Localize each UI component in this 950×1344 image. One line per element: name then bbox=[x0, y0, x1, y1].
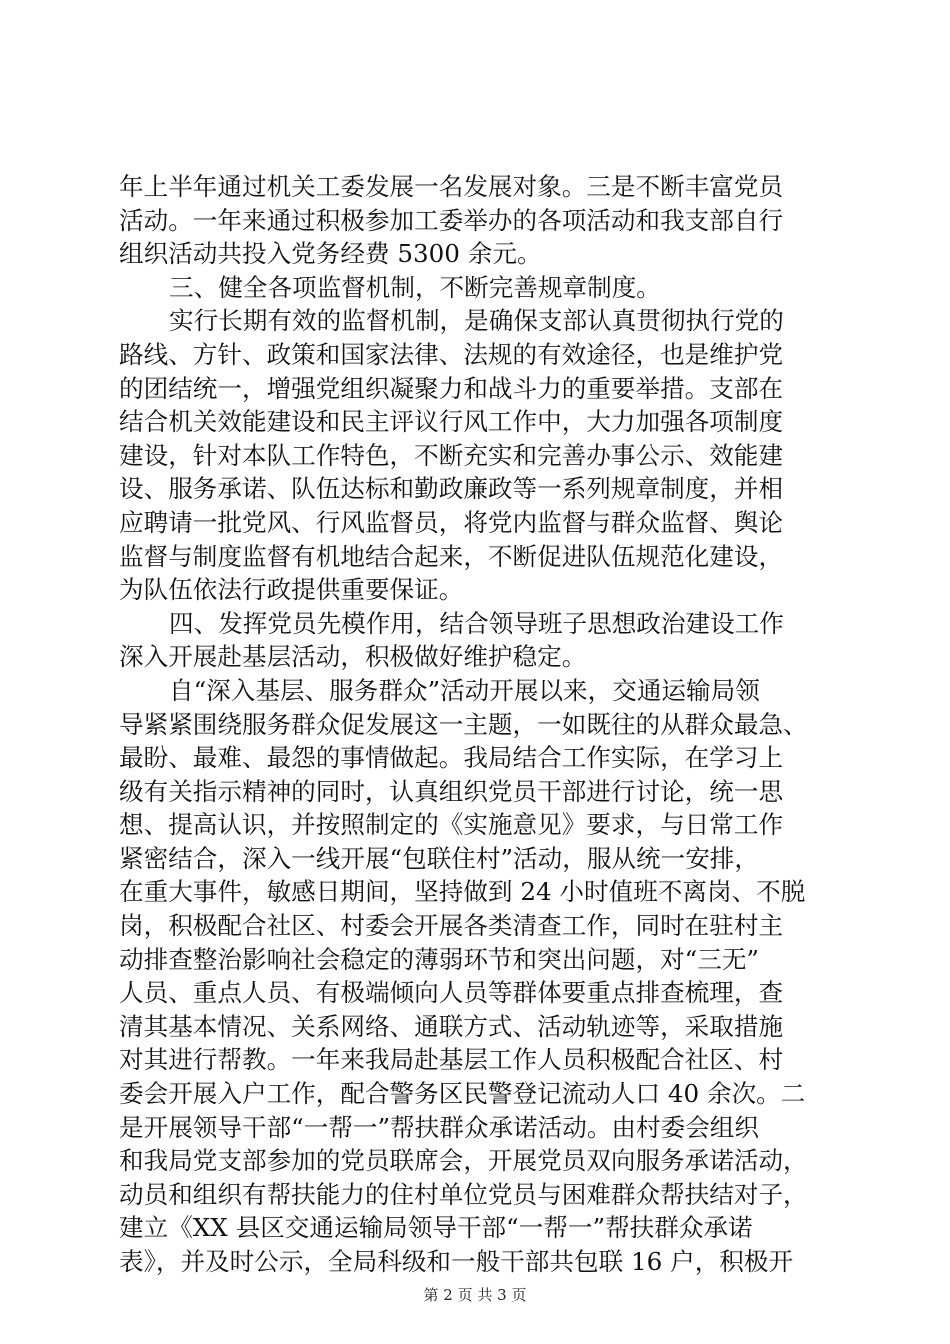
text-line: 表》，并及时公示，全局科级和一般干部共包联 16 户，积极开 bbox=[119, 1247, 794, 1276]
text-line: 组织活动共投入党务经费 5300 余元。 bbox=[119, 239, 542, 269]
text-line: 岗，积极配合社区、村委会开展各类清查工作，同时在驻村主 bbox=[119, 911, 784, 941]
text-line: 深入开展赴基层活动，积极做好维护稳定。 bbox=[119, 642, 587, 672]
text-line: 清其基本情况、关系网络、通联方式、活动轨迹等，采取措施 bbox=[119, 1011, 784, 1041]
text-line: 和我局党支部参加的党员联席会，开展党员双向服务承诺活动， bbox=[119, 1146, 808, 1176]
page-footer: 第 2 页 共 3 页 bbox=[423, 1286, 527, 1304]
text-line: 导紧紧围绕服务群众促发展这一主题，一如既往的从群众最急、 bbox=[119, 709, 808, 739]
text-line: 委会开展入户工作，配合警务区民警登记流动人口 40 余次。二 bbox=[119, 1079, 806, 1109]
text-line: 活动。一年来通过积极参加工委举办的各项活动和我支部自行 bbox=[119, 205, 784, 235]
text-line: 自“深入基层、服务群众”活动开展以来，交通运输局领 bbox=[169, 675, 760, 705]
text-line: 设、服务承诺、队伍达标和勤政廉政等一系列规章制度，并相 bbox=[119, 474, 784, 504]
text-line: 为队伍依法行政提供重要保证。 bbox=[119, 575, 464, 605]
text-line: 年上半年通过机关工委发展一名发展对象。三是不断丰富党员 bbox=[119, 172, 784, 201]
text-line: 监督与制度监督有机地结合起来，不断促进队伍规范化建设， bbox=[119, 541, 784, 571]
text-line: 最盼、最难、最怨的事情做起。我局结合工作实际，在学习上 bbox=[119, 743, 784, 773]
text-line: 是开展领导干部“一帮一”帮扶群众承诺活动。由村委会组织 bbox=[119, 1112, 759, 1142]
text-line: 人员、重点人员、有极端倾向人员等群体要重点排查梳理，查 bbox=[119, 978, 784, 1008]
document-body bbox=[119, 170, 844, 1279]
text-line: 应聘请一批党风、行风监督员，将党内监督与群众监督、舆论 bbox=[119, 507, 784, 537]
text-line: 紧密结合，深入一线开展“包联住村”活动，服从统一安排， bbox=[119, 843, 759, 873]
text-line: 实行长期有效的监督机制，是确保支部认真贯彻执行党的 bbox=[169, 306, 784, 336]
text-line: 在重大事件，敏感日期间，坚持做到 24 小时值班不离岗、不脱 bbox=[119, 877, 806, 907]
text-line: 结合机关效能建设和民主评议行风工作中，大力加强各项制度 bbox=[119, 407, 784, 437]
text-line: 的团结统一，增强党组织凝聚力和战斗力的重要举措。支部在 bbox=[119, 373, 784, 403]
text-line: 建立《XX 县区交通运输局领导干部“一帮一”帮扶群众承诺 bbox=[119, 1213, 753, 1243]
text-line: 动员和组织有帮扶能力的住村单位党员与困难群众帮扶结对子， bbox=[119, 1179, 808, 1209]
text-line: 想、提高认识，并按照制定的《实施意见》要求，与日常工作 bbox=[119, 810, 784, 840]
text-line: 建设，针对本队工作特色，不断充实和完善办事公示、效能建 bbox=[119, 440, 784, 470]
text-line: 级有关指示精神的同时，认真组织党员干部进行讨论，统一思 bbox=[119, 776, 784, 806]
text-line: 对其进行帮教。一年来我局赴基层工作人员积极配合社区、村 bbox=[119, 1045, 784, 1075]
text-line: 三、健全各项监督机制，不断完善规章制度。 bbox=[169, 272, 661, 302]
text-line: 四、发挥党员先模作用，结合领导班子思想政治建设工作 bbox=[169, 608, 784, 638]
text-line: 路线、方针、政策和国家法律、法规的有效途径，也是维护党 bbox=[119, 339, 784, 369]
text-line: 动排查整治影响社会稳定的薄弱环节和突出问题，对“三无” bbox=[119, 944, 759, 974]
